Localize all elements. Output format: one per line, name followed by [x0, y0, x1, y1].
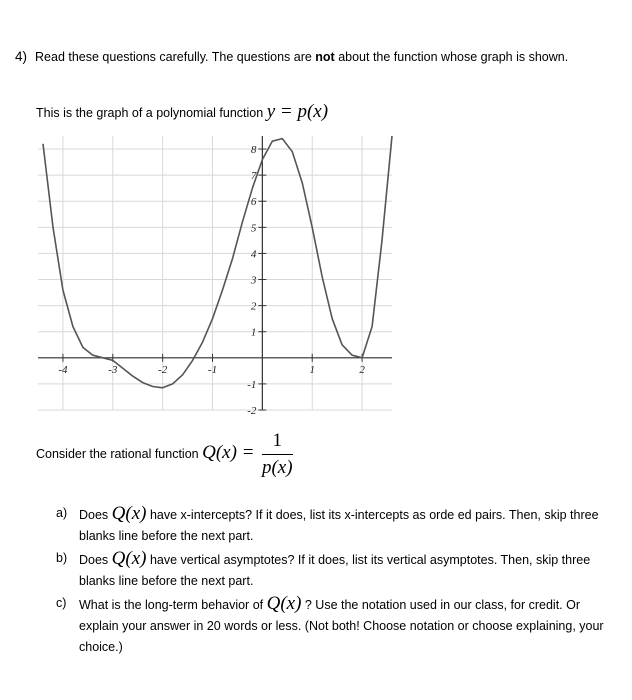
part-label: c) [56, 596, 67, 610]
consider-line [36, 430, 293, 479]
part-a [56, 503, 616, 547]
y-tick-label: 5 [250, 222, 257, 235]
x-tick-label: -1 [207, 363, 218, 376]
x-tick-label: 1 [309, 363, 315, 376]
y-tick-label: -1 [247, 378, 257, 391]
x-tick-label: -2 [158, 363, 168, 376]
part-math: Q(x) [111, 548, 147, 569]
intro-math: y = p(x) [266, 101, 329, 122]
part-text-before: Does [79, 508, 112, 522]
part-label: a) [56, 506, 68, 520]
consider-lhs: Q(x) = [202, 441, 255, 463]
question-bold-word: not [315, 50, 335, 64]
part-text-before: Does [79, 553, 112, 567]
part-label: b) [56, 551, 68, 565]
y-tick-label: 7 [250, 170, 257, 183]
x-tick-label: -3 [108, 363, 118, 376]
x-tick-label: -4 [58, 363, 68, 376]
question-number: 4) [15, 49, 28, 64]
y-tick-label: 2 [250, 300, 257, 313]
question-text-part1: Read these questions carefully. The questions are [35, 50, 316, 64]
polynomial-graph [34, 132, 396, 414]
y-tick-label: -2 [247, 405, 257, 414]
question-parts [56, 503, 616, 659]
y-tick-label: 8 [250, 144, 257, 157]
part-math: Q(x) [266, 593, 302, 614]
part-text-after: have vertical asymptotes? If it does, list its vertical asymptotes. Then, skip three blanks line before the next part. [79, 553, 591, 588]
y-tick-label: 1 [250, 326, 257, 339]
x-tick-label: 2 [359, 363, 365, 376]
part-c [56, 593, 616, 658]
question-header [15, 48, 575, 66]
intro-text: This is the graph of a polynomial function [36, 106, 264, 120]
y-tick-label: 3 [250, 274, 257, 287]
fraction [262, 430, 293, 479]
series-line [43, 136, 392, 388]
fraction-numerator: 1 [262, 430, 293, 455]
part-math: Q(x) [111, 503, 147, 524]
part-b [56, 548, 616, 592]
intro-line [36, 101, 328, 123]
consider-text: Consider the rational function [36, 446, 199, 461]
y-tick-label: 4 [250, 248, 257, 261]
part-text-after: ? Use the notation used in our class, for credit. Or explain your answer in 20 words or less. (Not both! Choose notation or choose explaining, your choice.) [79, 598, 604, 654]
part-text-after: have x-intercepts? If it does, list its x-intercepts as orde ed pairs. Then, skip three blanks line before the next part. [79, 508, 599, 543]
part-text-before: What is the long-term behavior of [79, 598, 267, 612]
y-tick-label: 6 [250, 196, 257, 209]
fraction-denominator: p(x) [261, 457, 293, 478]
question-text-part2: about the function whose graph is shown. [334, 50, 569, 64]
